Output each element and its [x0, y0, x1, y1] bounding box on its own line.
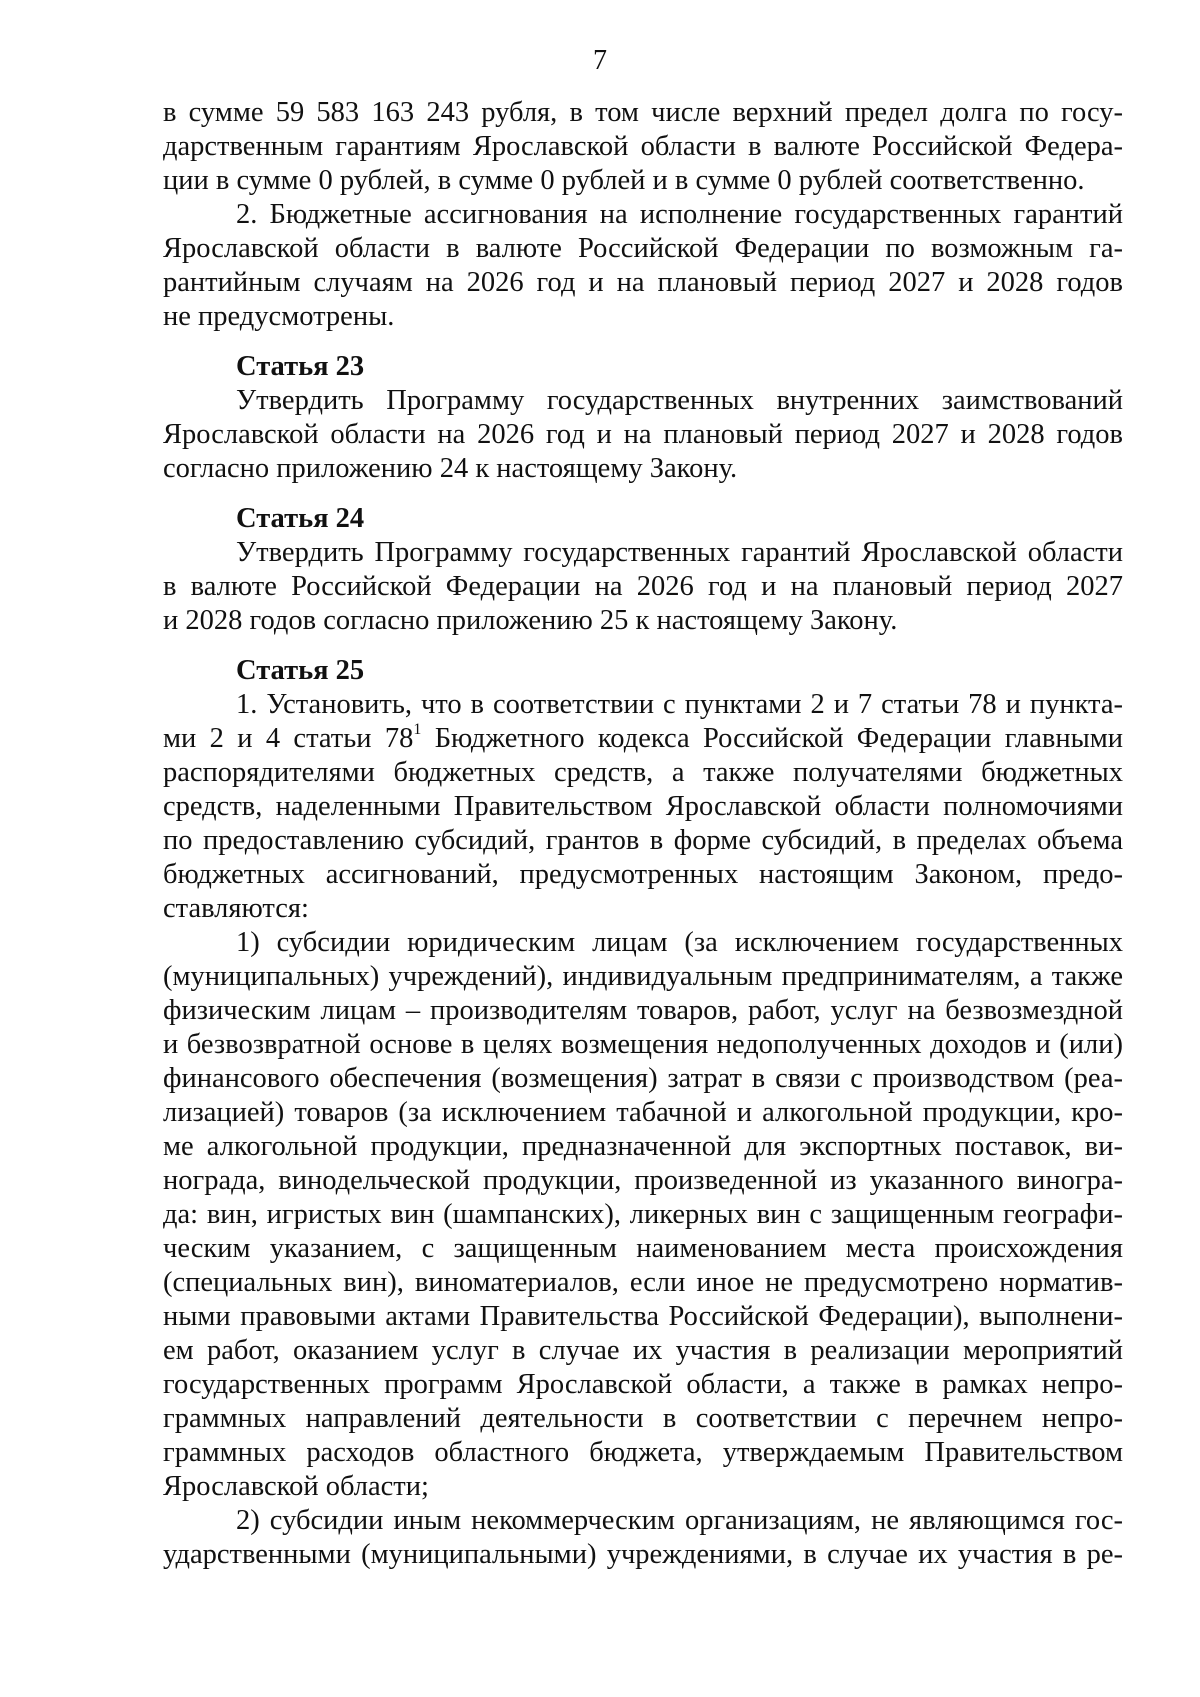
paragraph-line: ческим указанием, с защищенным наименованием места происхождения — [163, 1233, 1123, 1264]
paragraph-line: 1) субсидии юридическим лицам (за исключением государственных — [236, 927, 1123, 958]
paragraph-line: 2. Бюджетные ассигнования на исполнение государственных гарантий — [236, 199, 1123, 230]
paragraph-line: да: вин, игристых вин (шампанских), ликерных вин с защищенным географи- — [163, 1199, 1123, 1230]
paragraph-line: (муниципальных) учреждений), индивидуальным предпринимателям, а также — [163, 961, 1123, 992]
paragraph-line — [163, 722, 1123, 756]
line-text: Бюджетного кодекса Российской Федерации главными — [421, 723, 1124, 754]
paragraph-line: ставляются: — [163, 893, 309, 924]
paragraph-line: средств, наделенными Правительством Ярославской области полномочиями — [163, 791, 1123, 822]
paragraph-line: Ярославской области в валюте Российской Федерации по возможным га- — [163, 233, 1123, 264]
paragraph-line: Утвердить Программу государственных внутренних заимствований — [236, 385, 1123, 416]
paragraph-line: ем работ, оказанием услуг в случае их участия в реализации мероприятий — [163, 1335, 1123, 1366]
paragraph-line: ции в сумме 0 рублей, в сумме 0 рублей и в сумме 0 рублей соответственно. — [163, 165, 1085, 196]
paragraph-line: (специальных вин), виноматериалов, если иное не предусмотрено норматив- — [163, 1267, 1123, 1298]
paragraph-line: физическим лицам – производителям товаров, работ, услуг на безвозмездной — [163, 995, 1123, 1026]
paragraph-line: по предоставлению субсидий, грантов в форме субсидий, в пределах объема — [163, 825, 1123, 856]
paragraph-line: ударственными (муниципальными) учреждениями, в случае их участия в ре- — [163, 1539, 1123, 1570]
paragraph-line: лизацией) товаров (за исключением табачной и алкогольной продукции, кро- — [163, 1097, 1123, 1128]
paragraph-line: 2) субсидии иным некоммерческим организациям, не являющимся гос- — [236, 1505, 1123, 1536]
paragraph-line: граммных расходов областного бюджета, утверждаемым Правительством — [163, 1437, 1123, 1468]
paragraph-line: и 2028 годов согласно приложению 25 к настоящему Закону. — [163, 605, 898, 636]
paragraph-line: ными правовыми актами Правительства Российской Федерации), выполнени- — [163, 1301, 1123, 1332]
article-heading: Статья 25 — [236, 655, 365, 686]
paragraph-line: Ярославской области на 2026 год и на плановый период 2027 и 2028 годов — [163, 419, 1123, 450]
paragraph-line: в валюте Российской Федерации на 2026 год и на плановый период 2027 — [163, 571, 1123, 602]
paragraph-line: 1. Установить, что в соответствии с пунктами 2 и 7 статьи 78 и пункта- — [236, 689, 1123, 720]
paragraph-line: ме алкогольной продукции, предназначенной для экспортных поставок, ви- — [163, 1131, 1123, 1162]
paragraph-line: граммных направлений деятельности в соответствии с перечнем непро- — [163, 1403, 1123, 1434]
paragraph-line: дарственным гарантиям Ярославской области в валюте Российской Федера- — [163, 131, 1123, 162]
paragraph-line: государственных программ Ярославской области, а также в рамках непро- — [163, 1369, 1123, 1400]
paragraph-line: Утвердить Программу государственных гарантий Ярославской области — [236, 537, 1123, 568]
line-text: ми 2 и 4 статьи 78 — [163, 723, 414, 754]
article-heading: Статья 23 — [236, 351, 365, 382]
paragraph-line: распорядителями бюджетных средств, а также получателями бюджетных — [163, 757, 1123, 788]
paragraph-line: финансового обеспечения (возмещения) затрат в связи с производством (реа- — [163, 1063, 1123, 1094]
paragraph-line: рантийным случаям на 2026 год и на плановый период 2027 и 2028 годов — [163, 267, 1123, 298]
paragraph-line: Ярославской области; — [163, 1471, 429, 1502]
paragraph-line: согласно приложению 24 к настоящему Закону. — [163, 453, 738, 484]
paragraph-line: не предусмотрены. — [163, 301, 395, 332]
paragraph-line: в сумме 59 583 163 243 рубля, в том числе верхний предел долга по госу- — [163, 97, 1123, 128]
paragraph-line: и безвозвратной основе в целях возмещения недополученных доходов и (или) — [163, 1029, 1123, 1060]
paragraph-line: бюджетных ассигнований, предусмотренных настоящим Законом, предо- — [163, 859, 1123, 890]
page-number: 7 — [593, 45, 607, 76]
article-heading: Статья 24 — [236, 503, 365, 534]
superscript: 1 — [413, 721, 422, 738]
paragraph-line: нограда, винодельческой продукции, произведенной из указанного виногра- — [163, 1165, 1123, 1196]
